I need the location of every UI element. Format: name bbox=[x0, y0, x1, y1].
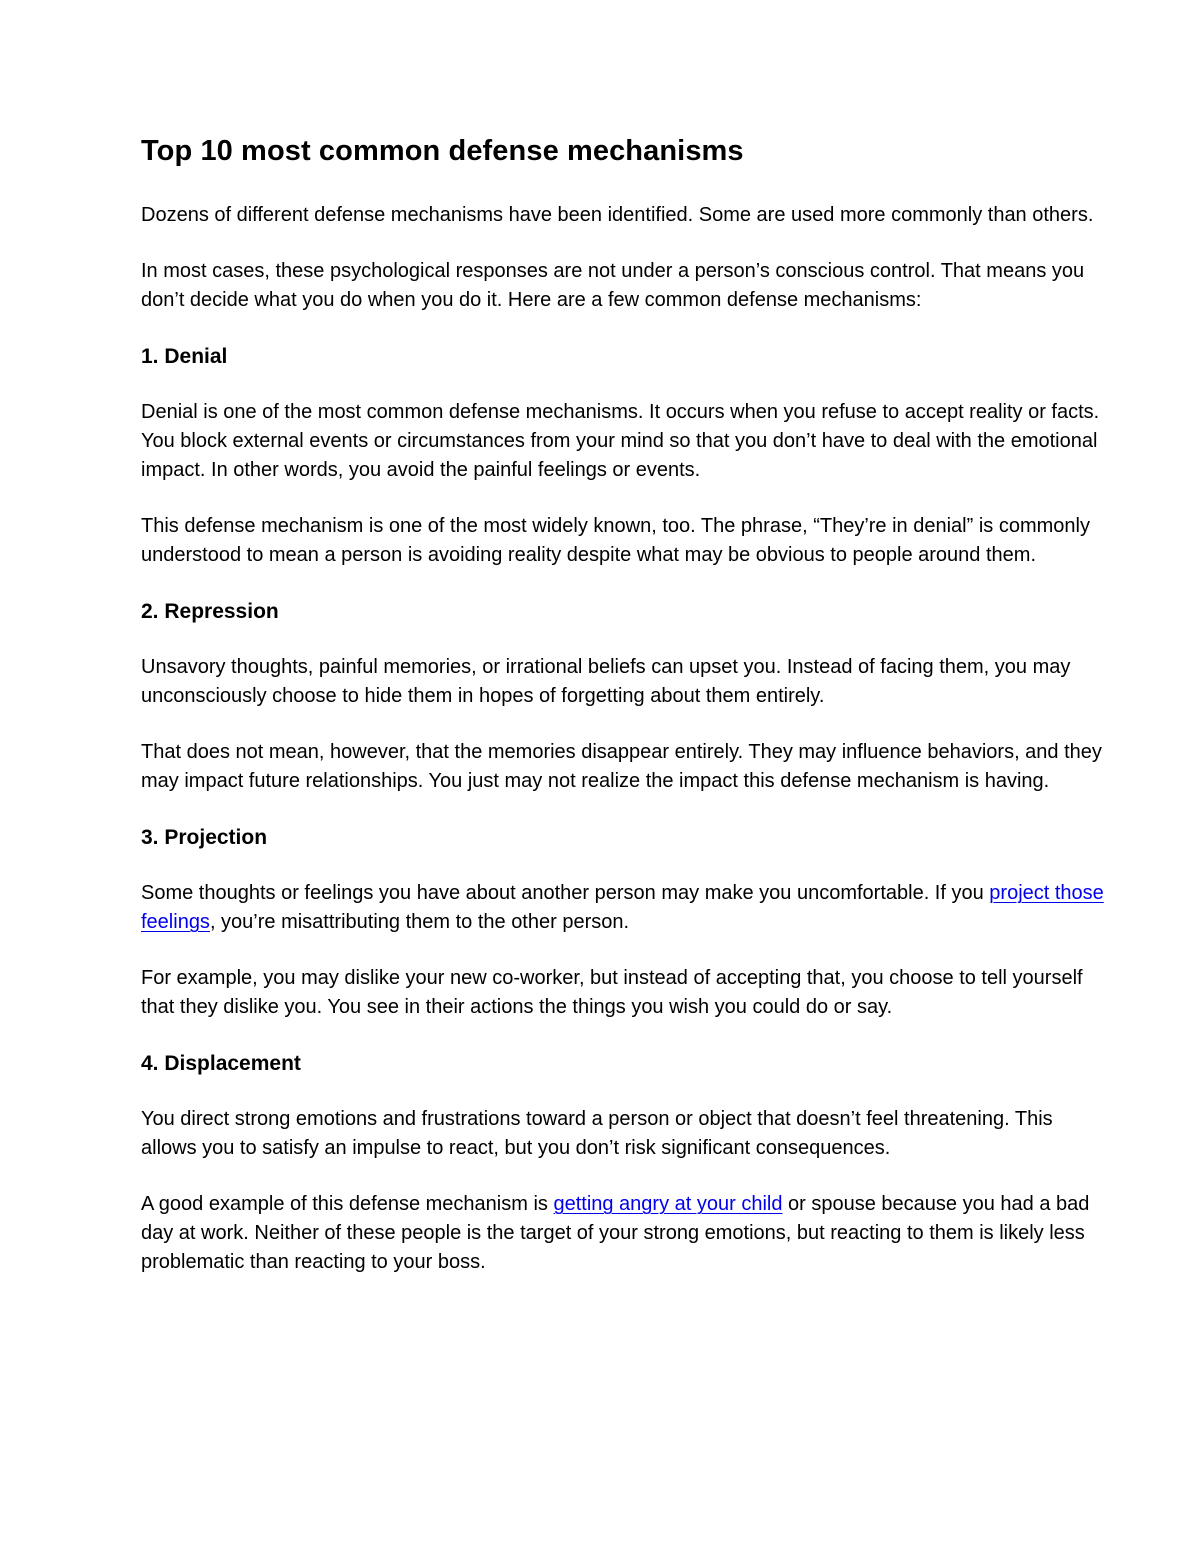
projection-paragraph-2: For example, you may dislike your new co-worker, but instead of accepting that, you choose to tell yourself that they dislike you. You see in their actions the things you wish you could do or say. bbox=[141, 967, 1083, 1018]
section-heading-repression: 2. Repression bbox=[141, 600, 279, 623]
projection-text-after: , you’re misattributing them to the other person. bbox=[209, 911, 630, 933]
displacement-paragraph-2 bbox=[141, 1190, 1109, 1277]
displacement-paragraph-1: You direct strong emotions and frustrations toward a person or object that doesn’t feel threatening. This allows you to satisfy an impulse to react, but you don’t risk significant consequences. bbox=[141, 1108, 1053, 1159]
displacement-text-after: or spouse because you had a bad day at work. Neither of these people is the target of your strong emotions, but reacting to them is likely less problematic than reacting to your boss. bbox=[141, 1193, 1090, 1273]
displacement-text-before: A good example of this defense mechanism is bbox=[141, 1193, 554, 1215]
section-heading-denial: 1. Denial bbox=[141, 345, 228, 368]
denial-paragraph-1: Denial is one of the most common defense mechanisms. It occurs when you refuse to accept reality or facts. You block external events or circumstances from your mind so that you don’t have to deal with the emotional impact. In other words, you avoid the painful feelings or events. bbox=[141, 401, 1100, 481]
repression-paragraph-2: That does not mean, however, that the memories disappear entirely. They may influence behaviors, and they may impact future relationships. You just may not realize the impact this defense mechanism is having. bbox=[141, 741, 1102, 792]
intro-paragraph-1: Dozens of different defense mechanisms have been identified. Some are used more commonly than others. bbox=[141, 204, 1094, 226]
section-heading-displacement: 4. Displacement bbox=[141, 1052, 301, 1075]
projection-paragraph-1 bbox=[141, 879, 1109, 937]
document-body bbox=[141, 133, 1109, 1304]
intro-paragraph-2: In most cases, these psychological responses are not under a person’s conscious control. That means you don’t decide what you do when you do it. Here are a few common defense mechanisms: bbox=[141, 260, 1085, 311]
section-heading-projection: 3. Projection bbox=[141, 826, 268, 849]
denial-paragraph-2: This defense mechanism is one of the most widely known, too. The phrase, “They’re in denial” is commonly understood to mean a person is avoiding reality despite what may be obvious to people around them. bbox=[141, 515, 1090, 566]
project-those-feelings-link[interactable]: project those feelings bbox=[141, 882, 1104, 933]
getting-angry-at-your-child-link[interactable]: getting angry at your child bbox=[553, 1193, 783, 1215]
page-title: Top 10 most common defense mechanisms bbox=[141, 135, 744, 167]
repression-paragraph-1: Unsavory thoughts, painful memories, or irrational beliefs can upset you. Instead of facing them, you may unconsciously choose to hide them in hopes of forgetting about them entirely. bbox=[141, 656, 1071, 707]
projection-text-before: Some thoughts or feelings you have about another person may make you uncomfortable. If you bbox=[141, 882, 990, 904]
